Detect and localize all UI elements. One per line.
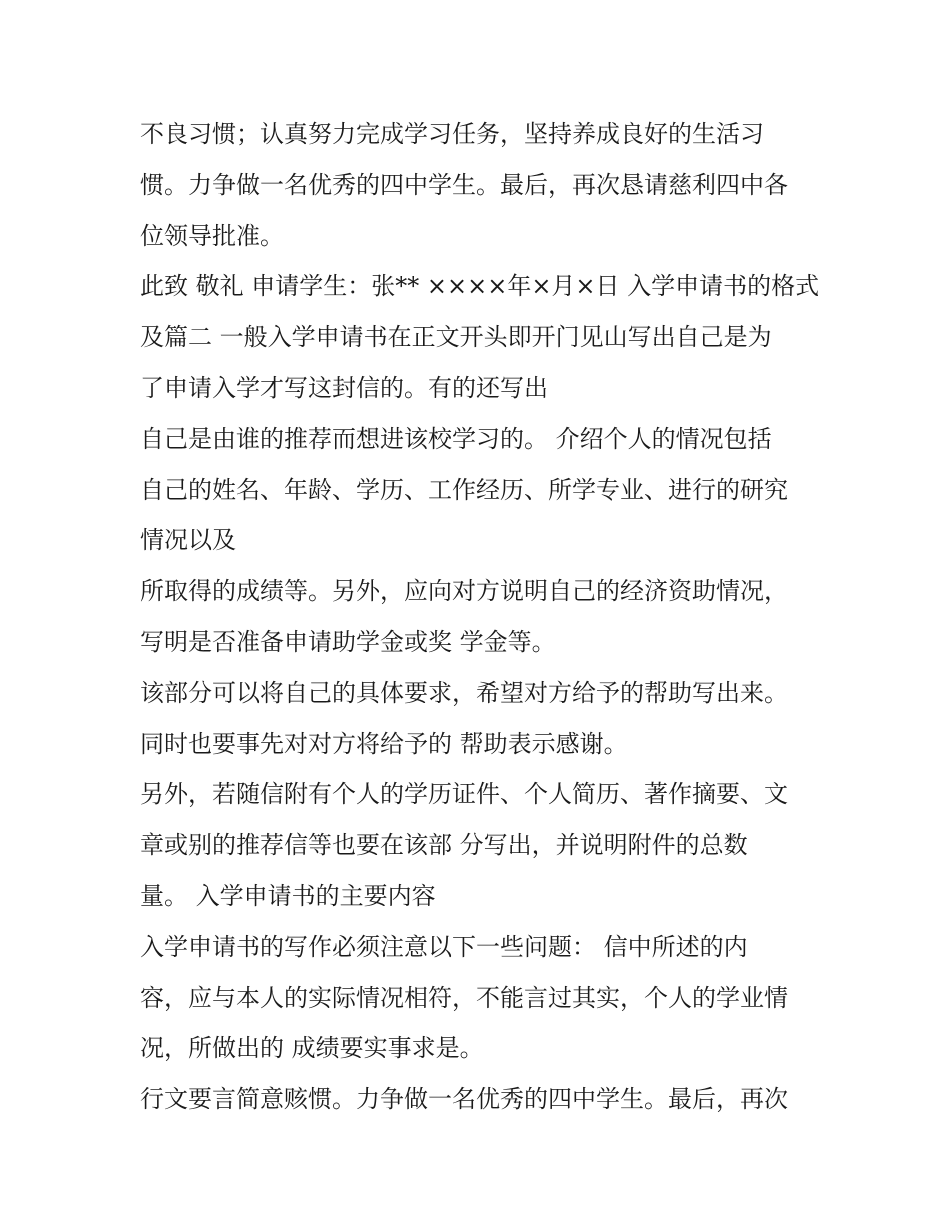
text-line: 况，所做出的 成绩要实事求是。: [140, 1034, 484, 1063]
text-line: 自己是由谁的推荐而想进该校学习的。 介绍个人的情况包括: [140, 424, 772, 453]
text-line: 自己的姓名、年龄、学历、工作经历、所学专业、进行的研究: [140, 475, 788, 504]
text-line: 了申请入学才写这封信的。有的还写出: [140, 373, 548, 402]
text-line: 位领导批准。: [140, 221, 284, 250]
text-line: 情况以及: [140, 526, 236, 555]
text-line: 量。 入学申请书的主要内容: [140, 881, 436, 910]
body-text: [140, 109, 830, 1125]
text-line: 及篇二 一般入学申请书在正文开头即开门见山写出自己是为: [140, 323, 772, 352]
text-line: 容，应与本人的实际情况相符，不能言过其实，个人的学业情: [140, 983, 788, 1012]
text-line: 所取得的成绩等。另外，应向对方说明自己的经济资助情况，: [140, 577, 788, 606]
text-line: 惯。力争做一名优秀的四中学生。最后，再次恳请慈利四中各: [140, 170, 788, 199]
text-line: 另外，若随信附有个人的学历证件、个人简历、著作摘要、文: [140, 780, 788, 809]
text-line: 此致 敬礼 申请学生：张** ××××年×月×日 入学申请书的格式: [140, 272, 820, 301]
text-line: 行文要言简意赅惯。力争做一名优秀的四中学生。最后，再次: [140, 1085, 788, 1114]
text-line: 该部分可以将自己的具体要求，希望对方给予的帮助写出来。: [140, 678, 788, 707]
text-line: 入学申请书的写作必须注意以下一些问题： 信中所述的内: [140, 932, 748, 961]
text-line: 同时也要事先对对方将给予的 帮助表示感谢。: [140, 729, 628, 758]
text-line: 写明是否准备申请助学金或奖 学金等。: [140, 627, 556, 656]
text-line: 章或别的推荐信等也要在该部 分写出，并说明附件的总数: [140, 831, 748, 860]
text-line: 不良习惯；认真努力完成学习任务，坚持养成良好的生活习: [140, 120, 764, 148]
